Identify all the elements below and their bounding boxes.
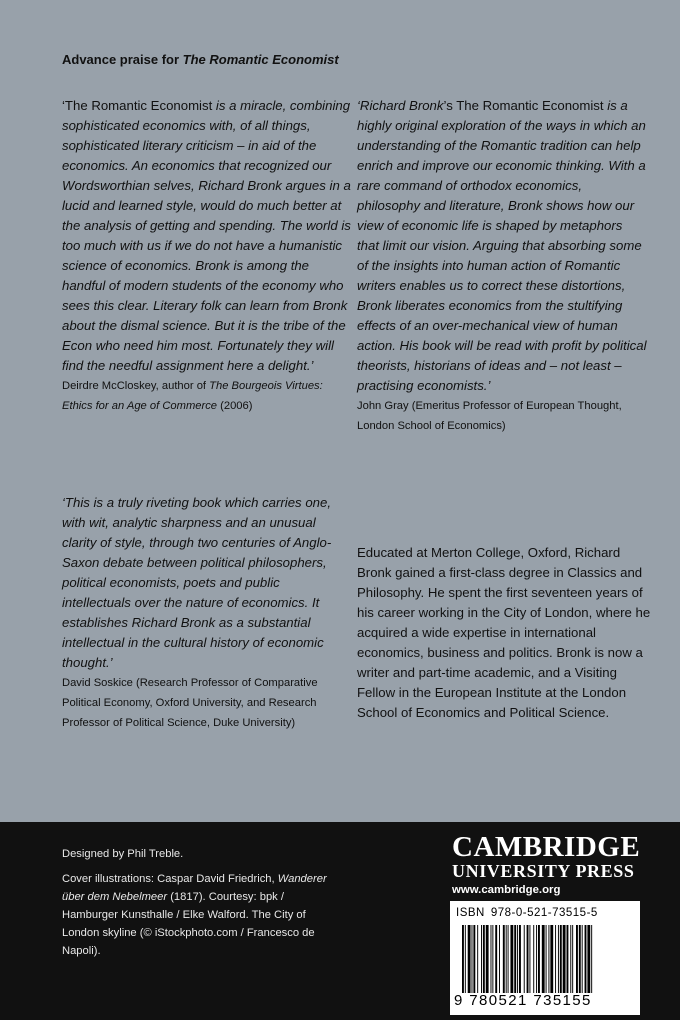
quote-attribution: David Soskice (Research Professor of Comparative Political Economy, Oxford University, and Research Professor of Political Science, Duke University): [62, 677, 318, 729]
barcode-bar: [503, 925, 505, 993]
barcode-bar: [536, 925, 537, 993]
barcode-bar: [555, 925, 556, 993]
barcode-bar: [560, 925, 562, 993]
barcode-bar: [548, 925, 549, 993]
publisher-url: www.cambridge.org: [452, 884, 561, 896]
barcode-bar: [591, 925, 592, 993]
quote-mccloskey: ‘The Romantic Economist is a miracle, combining sophisticated economics with, of all things, sophisticated literary criticism – in aid of the economics. An economics that recognized our Wordsworthian selves, Richard Bronk argues in a lucid and learned style, would do much better at the analysis of getting and spending. The world is too much with us if we do not have a humanistic science of economics. Bronk is among the handful of modern students of the economy who sees this clear. Literary folk can learn from Bronk about the dismal science. But it is the tribe of the Econ who need him most. Fortunately they will find the needful assignment here a delight.’ Deirdre McCloskey, author of The Bourgeois Virtues: Ethics for an Age of Commerce (2006): [62, 96, 352, 416]
barcode-bar: [486, 925, 489, 993]
barcode-bar: [538, 925, 540, 993]
isbn-barcode: [450, 901, 640, 1015]
barcode-bar: [579, 925, 581, 993]
barcode-bar: [563, 925, 566, 993]
barcode-bar: [481, 925, 482, 993]
book-title: The Romantic Economist: [182, 52, 339, 67]
publisher-name-line1: CAMBRIDGE: [452, 831, 641, 863]
barcode-bar: [510, 925, 513, 993]
barcode-bar: [472, 925, 473, 993]
barcode-bar: [483, 925, 485, 993]
author-bio: Educated at Merton College, Oxford, Richard Bronk gained a first-class degree in Classics and Philosophy. He spent the first seventeen years of his career working in the City of London, where he acquired a wide expertise in international economics, business and politics. Bronk is now a writer and part-time academic, and a Visiting Fellow in the European Institute at the London School of Economics and Political Science.: [357, 545, 651, 720]
barcode-bar: [517, 925, 518, 993]
barcode-bar: [506, 925, 507, 993]
barcode-bar: [524, 925, 525, 993]
barcode-bar: [585, 925, 587, 993]
barcode-bar: [582, 925, 583, 993]
barcode-bar: [508, 925, 509, 993]
barcode-bar: [558, 925, 559, 993]
barcode-bar: [465, 925, 466, 993]
barcode-bars: [458, 925, 634, 993]
isbn-label: ISBN 978-0-521-73515-5: [456, 907, 598, 919]
barcode-bar: [576, 925, 578, 993]
barcode-bar: [587, 925, 590, 993]
publisher-name-line2: UNIVERSITY PRESS: [452, 861, 635, 881]
quote-gray: ‘Richard Bronk’s The Romantic Economist is a highly original exploration of the ways in which an understanding of the Romantic tradition can help enrich and improve our economic thinking. With a rare command of orthodox economics, philosophy and literature, Bronk shows how our view of economic life is shaped by metaphors that limit our vision. Arguing that absorbing some of the insights into human action of Romantic writers enables us to correct these distortions, Bronk liberates economics from the stultifying effects of an over-mechanical view of human action. His book will be read with profit by political theorists, historians of ideas and – not least – practising economists.’ John Gray (Emeritus Professor of European Thought, London School of Economics): [357, 96, 647, 436]
quote-attribution: Deirdre McCloskey, author of The Bourgeois Virtues: Ethics for an Age of Commerce (2006): [62, 380, 323, 412]
barcode-bar: [499, 925, 500, 993]
barcode-bar: [477, 925, 478, 993]
barcode-bar: [495, 925, 497, 993]
praise-heading: Advance praise for The Romantic Economist: [62, 52, 339, 67]
barcode-bar: [533, 925, 534, 993]
cover-credit: Cover illustrations: Caspar David Friedrich, Wanderer über dem Nebelmeer (1817). Courtesy: bpk / Hamburger Kunsthalle / Elke Walford. The City of London skyline (© iStockphoto.com / Francesco de Napoli).: [62, 873, 327, 957]
designer-credit: Designed by Phil Treble.: [62, 848, 184, 860]
barcode-bar: [572, 925, 573, 993]
quote-attribution: John Gray (Emeritus Professor of European Thought, London School of Economics): [357, 400, 622, 432]
barcode-bar: [527, 925, 529, 993]
barcode-bar: [546, 925, 547, 993]
barcode-bar: [473, 925, 475, 993]
barcode-bar: [529, 925, 530, 993]
barcode-bar: [462, 925, 464, 993]
barcode-bar: [491, 925, 492, 993]
barcode-bar: [570, 925, 571, 993]
barcode-bar: [492, 925, 493, 993]
barcode-bar: [468, 925, 471, 993]
publisher-logo: [452, 830, 640, 896]
barcode-bar: [514, 925, 516, 993]
barcode-bar: [567, 925, 569, 993]
barcode-bar: [519, 925, 521, 993]
quote-soskice: ‘This is a truly riveting book which carries one, with wit, analytic sharpness and an unusual clarity of style, through two centuries of Anglo-Saxon debate between political philosophers, political economists, poets and public intellectuals over the nature of economics. It establishes Richard Bronk as a substantial intellectual in the cultural history of economic thought.’ David Soskice (Research Professor of Comparative Political Economy, Oxford University, and Research Professor of Political Science, Duke University): [62, 493, 352, 733]
barcode-bar: [550, 925, 553, 993]
barcode-bar: [542, 925, 545, 993]
barcode-number: 9 780521 735155: [454, 992, 592, 1009]
